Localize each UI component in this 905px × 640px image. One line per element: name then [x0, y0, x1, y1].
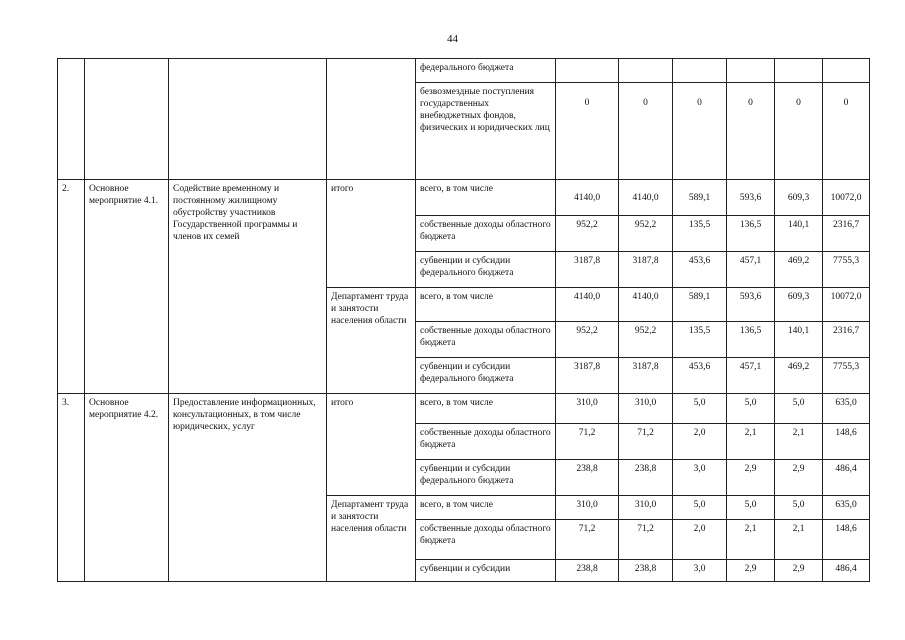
- value-cell: 589,1: [673, 288, 727, 322]
- value-cell: 7755,3: [823, 252, 870, 288]
- value-cell: 310,0: [556, 394, 619, 424]
- table-row: [58, 59, 870, 83]
- measure-title-cell: [169, 59, 327, 180]
- value-cell: 2,9: [727, 560, 775, 582]
- value-cell: 589,1: [673, 180, 727, 216]
- budget-table: [57, 58, 870, 582]
- source-cell: собственные доходы областного бюджета: [416, 520, 556, 560]
- source-cell: собственные доходы областного бюджета: [416, 322, 556, 358]
- value-cell: 3,0: [673, 560, 727, 582]
- value-cell: 71,2: [556, 520, 619, 560]
- value-cell: 148,6: [823, 520, 870, 560]
- value-cell: 135,5: [673, 322, 727, 358]
- value-cell: 148,6: [823, 424, 870, 460]
- value-cell: 7755,3: [823, 358, 870, 394]
- value-cell: 0: [775, 83, 823, 180]
- value-cell: 3187,8: [556, 252, 619, 288]
- value-cell: 71,2: [556, 424, 619, 460]
- value-cell: 5,0: [673, 496, 727, 520]
- value-cell: 952,2: [619, 322, 673, 358]
- value-cell: 10072,0: [823, 180, 870, 216]
- value-cell: 0: [673, 83, 727, 180]
- value-cell: 2,9: [727, 460, 775, 496]
- measure-number: 3.: [58, 394, 85, 582]
- value-cell: 453,6: [673, 358, 727, 394]
- value-cell: 2,1: [727, 520, 775, 560]
- value-cell: 593,6: [727, 180, 775, 216]
- value-cell: 238,8: [619, 560, 673, 582]
- value-cell: 469,2: [775, 252, 823, 288]
- value-cell: 457,1: [727, 252, 775, 288]
- value-cell: 4140,0: [556, 288, 619, 322]
- table-row: [58, 180, 870, 216]
- value-cell: 5,0: [673, 394, 727, 424]
- value-cell: 2316,7: [823, 216, 870, 252]
- measure-name: Основное мероприятие 4.2.: [85, 394, 169, 582]
- value-cell: 0: [556, 83, 619, 180]
- value-cell: 2,1: [727, 424, 775, 460]
- measure-title: Предоставление информационных, консультационных, в том числе юридических, услуг: [169, 394, 327, 582]
- value-cell: 609,3: [775, 180, 823, 216]
- value-cell: 2,0: [673, 424, 727, 460]
- value-cell: 4140,0: [619, 180, 673, 216]
- source-cell: всего, в том числе: [416, 496, 556, 520]
- value-cell: 2,1: [775, 520, 823, 560]
- source-cell: федерального бюджета: [416, 59, 556, 83]
- table-row: [58, 394, 870, 424]
- page-number: 44: [447, 33, 458, 45]
- source-cell: субвенции и субсидии федерального бюджета: [416, 460, 556, 496]
- source-cell: всего, в том числе: [416, 180, 556, 216]
- measure-name-cell: [85, 59, 169, 180]
- value-cell: 952,2: [556, 216, 619, 252]
- value-cell: 2,0: [673, 520, 727, 560]
- value-cell: 135,5: [673, 216, 727, 252]
- value-cell: 140,1: [775, 322, 823, 358]
- value-cell: 635,0: [823, 496, 870, 520]
- value-cell: 238,8: [556, 560, 619, 582]
- executor: Департамент труда и занятости населения области: [327, 288, 416, 394]
- num-cell: [58, 59, 85, 180]
- value-cell: 310,0: [619, 496, 673, 520]
- value-cell: 3187,8: [556, 358, 619, 394]
- executor: итого: [327, 180, 416, 288]
- value-cell: 0: [727, 83, 775, 180]
- value-cell: 3187,8: [619, 358, 673, 394]
- value-cell: 593,6: [727, 288, 775, 322]
- value-cell: 2316,7: [823, 322, 870, 358]
- value-cell: 4140,0: [556, 180, 619, 216]
- value-cell: 486,4: [823, 460, 870, 496]
- measure-number: 2.: [58, 180, 85, 394]
- value-cell: 0: [823, 83, 870, 180]
- value-cell: 5,0: [775, 394, 823, 424]
- value-cell: 310,0: [619, 394, 673, 424]
- value-cell: 3,0: [673, 460, 727, 496]
- value-cell: 609,3: [775, 288, 823, 322]
- value-cell: 2,9: [775, 460, 823, 496]
- value-cell: 71,2: [619, 424, 673, 460]
- value-cell: 952,2: [556, 322, 619, 358]
- source-cell: собственные доходы областного бюджета: [416, 216, 556, 252]
- value-cell: 2,9: [775, 560, 823, 582]
- source-cell: всего, в том числе: [416, 394, 556, 424]
- value-cell: 4140,0: [619, 288, 673, 322]
- value-cell: 136,5: [727, 216, 775, 252]
- value-cell: 952,2: [619, 216, 673, 252]
- source-cell: субвенции и субсидии: [416, 560, 556, 582]
- value-cell: 71,2: [619, 520, 673, 560]
- value-cell: 238,8: [619, 460, 673, 496]
- value-cell: 5,0: [775, 496, 823, 520]
- executor: итого: [327, 394, 416, 496]
- value-cell: 2,1: [775, 424, 823, 460]
- value-cell: 238,8: [556, 460, 619, 496]
- executor: Департамент труда и занятости населения области: [327, 496, 416, 582]
- executor-cell: [327, 59, 416, 180]
- value-cell: 635,0: [823, 394, 870, 424]
- value-cell: 10072,0: [823, 288, 870, 322]
- value-cell: 486,4: [823, 560, 870, 582]
- value-cell: 469,2: [775, 358, 823, 394]
- value-cell: 0: [619, 83, 673, 180]
- value-cell: 140,1: [775, 216, 823, 252]
- source-cell: безвозмездные поступления государственных внебюджетных фондов, физических и юридических лиц: [416, 83, 556, 180]
- value-cell: 3187,8: [619, 252, 673, 288]
- value-cell: 136,5: [727, 322, 775, 358]
- source-cell: всего, в том числе: [416, 288, 556, 322]
- value-cell: 457,1: [727, 358, 775, 394]
- value-cell: 5,0: [727, 496, 775, 520]
- source-cell: субвенции и субсидии федерального бюджета: [416, 358, 556, 394]
- source-cell: собственные доходы областного бюджета: [416, 424, 556, 460]
- value-cell: 453,6: [673, 252, 727, 288]
- source-cell: субвенции и субсидии федерального бюджета: [416, 252, 556, 288]
- measure-title: Содействие временному и постоянному жилищному обустройству участников Государственной программы и членов их семей: [169, 180, 327, 394]
- value-cell: 5,0: [727, 394, 775, 424]
- measure-name: Основное мероприятие 4.1.: [85, 180, 169, 394]
- value-cell: 310,0: [556, 496, 619, 520]
